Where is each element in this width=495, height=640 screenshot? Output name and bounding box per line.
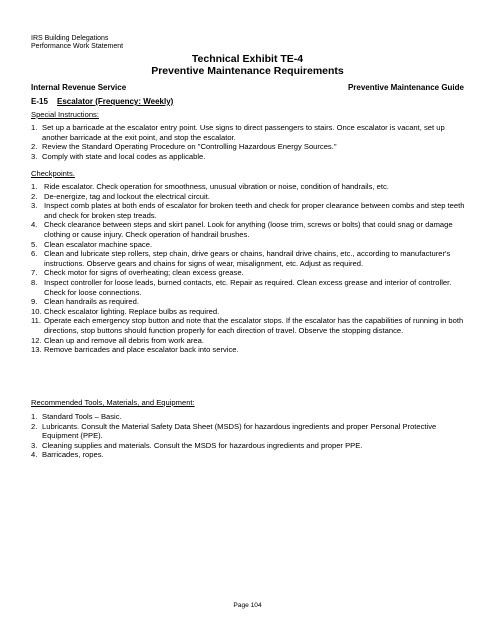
list-item: 4. Barricades, ropes. xyxy=(31,450,104,460)
list-item: 4. Check clearance between steps and skirt panel. Look for anything (loose trim, screws or bolts) that could snag or damage clothing or cause injury. Check operation of handrail brushes. xyxy=(31,220,453,239)
list-item: 2. De-energize, tag and lockout the electrical circuit. xyxy=(31,191,210,201)
list-item: 3. Cleaning supplies and materials. Consult the MSDS for hazardous ingredients and proper PPE. xyxy=(31,440,363,450)
checkpoints-list xyxy=(31,182,465,355)
list-item: 10. Check escalator lighting. Replace bulbs as required. xyxy=(31,306,220,316)
list-item: 2. Review the Standard Operating Procedure on "Controlling Hazardous Energy Sources." xyxy=(31,142,337,152)
tools-heading: Recommended Tools, Materials, and Equipment: xyxy=(31,398,195,407)
list-item: 1. Set up a barricade at the escalator entry point. Use signs to direct passengers to stairs. Once escalator is vacant, set up another barricade at the exit point, and stop the escalator. xyxy=(31,123,445,142)
page-number: Page 104 xyxy=(233,602,262,609)
special-instructions-list xyxy=(31,123,465,161)
document-subtitle: Preventive Maintenance Requirements xyxy=(151,65,344,77)
list-item: 13. Remove barricades and place escalator back into service. xyxy=(31,345,239,355)
list-item: 3. Inspect comb plates at both ends of escalator for broken teeth and check for proper clearance between combs and step teeth and check for broken step treads. xyxy=(31,201,465,220)
section-code: E-15 xyxy=(31,97,48,106)
list-item: 12. Clean up and remove all debris from work area. xyxy=(31,335,204,345)
list-item: 3. Comply with state and local codes as applicable. xyxy=(31,151,206,161)
list-item: 1. Ride escalator. Check operation for smoothness, unusual vibration or noise, condition of handrails, etc. xyxy=(31,182,389,191)
checkpoints-heading: Checkpoints. xyxy=(31,169,75,178)
special-instructions-heading: Special Instructions: xyxy=(31,110,99,119)
subheader-left: Internal Revenue Service xyxy=(31,83,127,92)
list-item: 7. Check motor for signs of overheating; clean excess grease. xyxy=(31,268,244,278)
list-item: 11. Operate each emergency stop button and note that the escalator stops. If the escalator has the capabilities of running in both directions, stop buttons should function properly for each direction of travel. Observe the stopping distance. xyxy=(31,316,464,335)
list-item: 9. Clean handrails as required. xyxy=(31,297,139,307)
subheader-right: Preventive Maintenance Guide xyxy=(347,83,464,92)
header-line-1: IRS Building Delegations xyxy=(31,35,109,42)
section-title: Escalator (Frequency: Weekly) xyxy=(57,97,174,106)
list-item: 6. Clean and lubricate step rollers, step chain, drive gears or chains, handrail drive chains, etc., according to manufacturer's instructions. Observe gears and chains for signs of wear, misalignment, etc. Adjust as required. xyxy=(31,249,451,268)
header-line-2: Performance Work Statement xyxy=(31,43,124,50)
subheader-row xyxy=(31,82,464,93)
document-title: Technical Exhibit TE-4 xyxy=(191,53,304,65)
tools-list xyxy=(31,412,465,460)
section-heading xyxy=(31,97,173,107)
list-item: 2. Lubricants. Consult the Material Safety Data Sheet (MSDS) for hazardous ingredients and proper Personal Protective Equipment (PPE). xyxy=(31,421,437,441)
list-item: 8. Inspect controller for loose leads, burned contacts, etc. Repair as required. Clean excess grease and interior of controller. Check for loose connections. xyxy=(31,277,452,297)
list-item: 5. Clean escalator machine space. xyxy=(31,239,153,249)
list-item: 1. Standard Tools – Basic. xyxy=(31,412,122,421)
